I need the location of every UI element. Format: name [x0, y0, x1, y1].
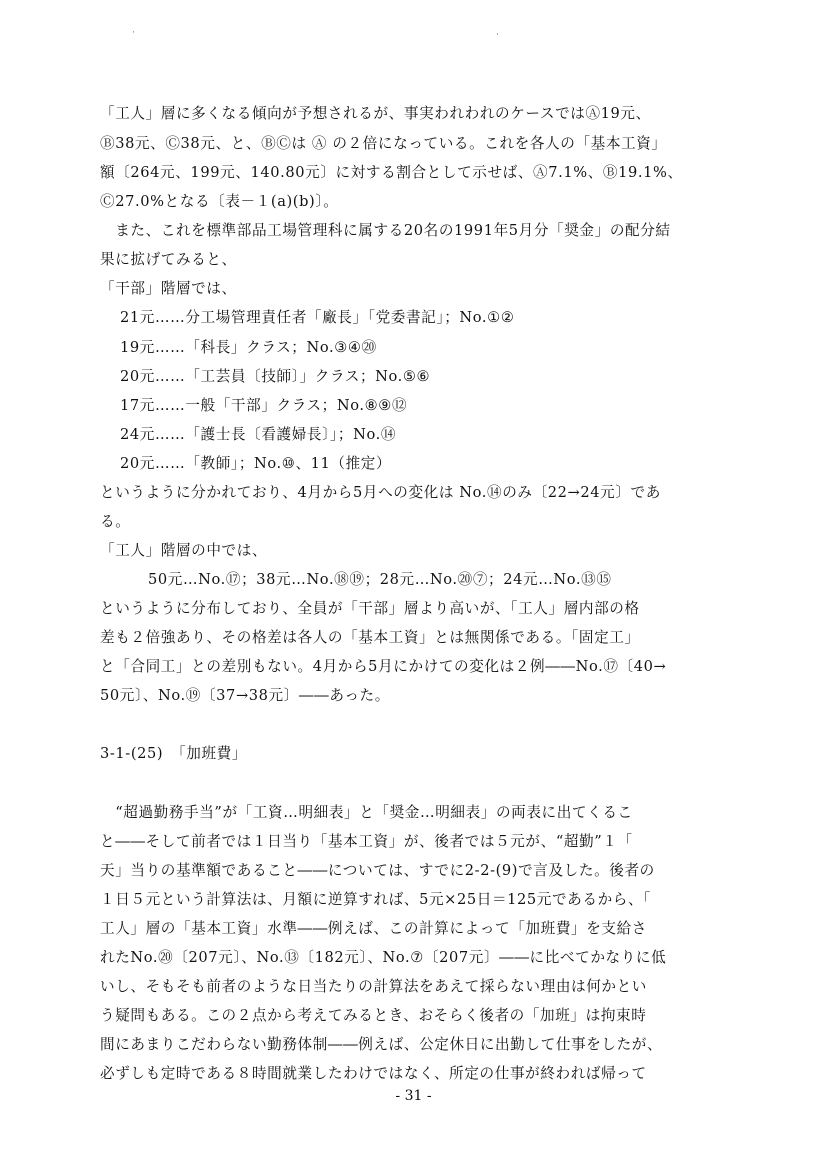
body-line: 果に拡げてみると、	[100, 251, 237, 268]
scan-speck: ·	[132, 28, 135, 38]
body-line: いし、そもそも前者のような日当たりの計算法をあえて採らない理由は何かとい	[100, 978, 647, 995]
body-line: と「合同工」との差別もない。4月から5月にかけての変化は２例――No.⑰〔40→	[100, 658, 667, 675]
body-line: 差も２倍強あり、その格差は各人の「基本工資」とは無関係である。「固定工」	[100, 629, 640, 646]
body-line: また、これを標準部品工場管理科に属する20名の1991年5月分「奨金」の配分結	[100, 222, 671, 239]
list-item: 50元…No.⑰；38元…No.⑱⑲；28元…No.⑳⑦；24元…No.⑬⑮	[148, 571, 612, 588]
body-line: う疑問もある。この２点から考えてみるとき、おそらく後者の「加班」は拘束時	[100, 1007, 647, 1024]
body-line: “超過勤務手当”が「工資…明細表」と「奨金…明細表」の両表に出てくるこ	[100, 804, 633, 821]
body-line: というように分布しており、全員が「干部」層より高いが、「工人」層内部の格	[100, 600, 640, 617]
list-item: 21元……分工場管理責任者「廠長」「党委書記」；No.①②	[120, 309, 515, 326]
body-line: というように分かれており、4月から5月への変化は No.⑭のみ〔22→24元〕であ	[100, 484, 661, 501]
scan-speck: ·	[496, 30, 499, 40]
body-line: れたNo.⑳〔207元〕、No.⑬〔182元〕、No.⑦〔207元〕――に比べてかなりに低	[100, 949, 667, 966]
body-line: 天」当りの基準額であること――については、すでに2-2-(9)で言及した。後者の	[100, 862, 655, 879]
body-line: 「干部」階層では、	[100, 280, 237, 297]
body-line: 「工人」階層の中では、	[100, 542, 268, 559]
section-heading: 3-1-(25) 「加班費」	[100, 745, 248, 762]
body-line: 工人」層の「基本工資」水準――例えば、この計算によって「加班費」を支給さ	[100, 920, 647, 937]
body-line: Ⓒ27.0%となる〔表－１(a)(b)〕。	[100, 193, 339, 210]
body-line: 額〔264元、199元、140.80元〕に対する割合として示せば、Ⓐ7.1%、Ⓑ19.1%、	[100, 164, 683, 181]
list-item: 20元……「教師」；No.⑩、11（推定）	[120, 455, 392, 472]
body-line: と――そして前者では１日当り「基本工資」が、後者では５元が、“超勤”１「	[100, 833, 633, 850]
page-number: - 31 -	[395, 1088, 432, 1104]
body-line: １日５元という計算法は、月額に逆算すれば、5元×25日＝125元であるから、「	[100, 891, 652, 908]
body-line: 「工人」層に多くなる傾向が予想されるが、事実われわれのケースではⒶ19元、	[100, 105, 651, 122]
list-item: 24元……「護士長〔看護婦長〕」；No.⑭	[120, 426, 397, 443]
body-line: る。	[100, 513, 131, 530]
body-line: 必ずしも定時である８時間就業したわけではなく、所定の仕事が終われば帰って	[100, 1065, 647, 1082]
body-line: Ⓑ38元、Ⓒ38元、と、ⒷⒸは Ⓐ の２倍になっている。これを各人の「基本工資」	[100, 135, 667, 152]
list-item: 17元……一般「干部」クラス；No.⑧⑨⑫	[120, 397, 408, 414]
body-line: 50元〕、No.⑲〔37→38元〕――あった。	[100, 687, 390, 704]
list-item: 20元……「工芸員〔技師〕」クラス；No.⑤⑥	[120, 368, 431, 385]
body-line: 間にあまりこだわらない勤務体制――例えば、公定休日に出勤して仕事をしたが、	[100, 1036, 663, 1053]
list-item: 19元……「科長」クラス；No.③④⑳	[120, 339, 377, 356]
